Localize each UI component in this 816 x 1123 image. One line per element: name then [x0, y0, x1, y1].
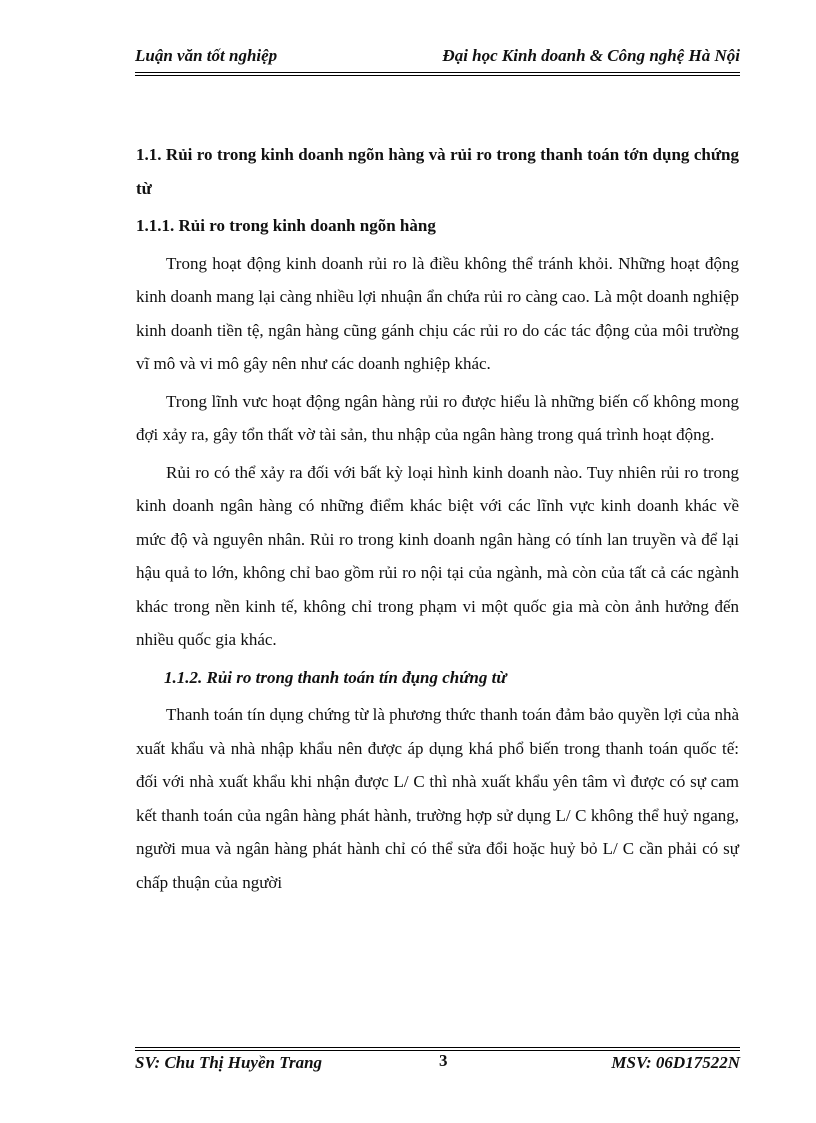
page-body [136, 138, 739, 899]
header-rule-thin [135, 75, 740, 76]
footer-student-name: SV: Chu Thị Huyền Trang [135, 1053, 323, 1072]
paragraph-2: Trong lĩnh vưc hoạt động ngân hàng rủi ro được hiểu là những biến cố không mong đợi xảy ra, gây tổn thất vờ tài sản, thu nhập của ngân hàng trong quá trình hoạt động. [136, 391, 739, 444]
paragraph-4: Thanh toán tín dụng chứng từ là phương thức thanh toán đảm bảo quyền lợi của nhà xuất khẩu và nhà nhập khẩu nên được áp dụng khá phổ biến trong thanh toán quốc tế: đối với nhà xuất khẩu khi nhận được L/ C thì nhà xuất khẩu yên tâm vì được có sự cam kết thanh toán của ngân hàng phát hành, trường hợp sử dụng L/ C không thể huỷ ngang, người mua và ngân hàng phát hành chỉ có thể sửa đổi hoặc huỷ bỏ L/ C cần phải có sự chấp thuận của người [136, 705, 739, 892]
header-rule [135, 72, 740, 73]
footer-rule-thin [135, 1047, 740, 1048]
section-heading-1-1: 1.1. Rủi ro trong kinh doanh ngõn hàng và rủi ro trong thanh toán tớn dụng chứng từ [136, 145, 739, 198]
paragraph-1: Trong hoạt động kinh doanh rủi ro là điều không thể tránh khỏi. Những hoạt động kinh doanh mang lại càng nhiều lợi nhuận ẩn chứa rủi ro càng cao. Là một doanh nghiệp kinh doanh tiền tệ, ngân hàng cũng gánh chịu các rủi ro do các tác động của môi trường vĩ mô và vi mô gây nên như các doanh nghiệp khác. [136, 253, 739, 373]
header-thesis-label: Luận văn tốt nghiệp [135, 46, 278, 65]
footer-student-id: MSV: 06D17522N [611, 1053, 740, 1072]
page-header [135, 46, 740, 74]
page-number: 3 [439, 1051, 448, 1070]
footer-rule [135, 1050, 740, 1051]
section-heading-1-1-2: 1.1.2. Rủi ro trong thanh toán tín đụng chứng từ [164, 667, 507, 687]
section-heading-1-1-1: 1.1.1. Rủi ro trong kinh doanh ngõn hàng [136, 216, 436, 235]
paragraph-3: Rủi ro có thể xảy ra đối với bất kỳ loại hình kinh doanh nào. Tuy nhiên rủi ro trong kinh doanh ngân hàng có những điểm khác biệt với các lĩnh vực kinh doanh khác về mức độ và nguyên nhân. Rủi ro trong kinh doanh ngân hàng có tính lan truyền và để lại hậu quả to lớn, không chỉ bao gồm rủi ro nội tại của ngành, mà còn của tất cả các ngành khác trong nền kinh tế, không chỉ trong phạm vi một quốc gia mà còn ảnh hưởng đến nhiều quốc gia khác. [136, 462, 739, 649]
page-footer [135, 1053, 740, 1079]
header-university: Đại học Kinh doanh & Công nghệ Hà Nội [442, 46, 740, 65]
